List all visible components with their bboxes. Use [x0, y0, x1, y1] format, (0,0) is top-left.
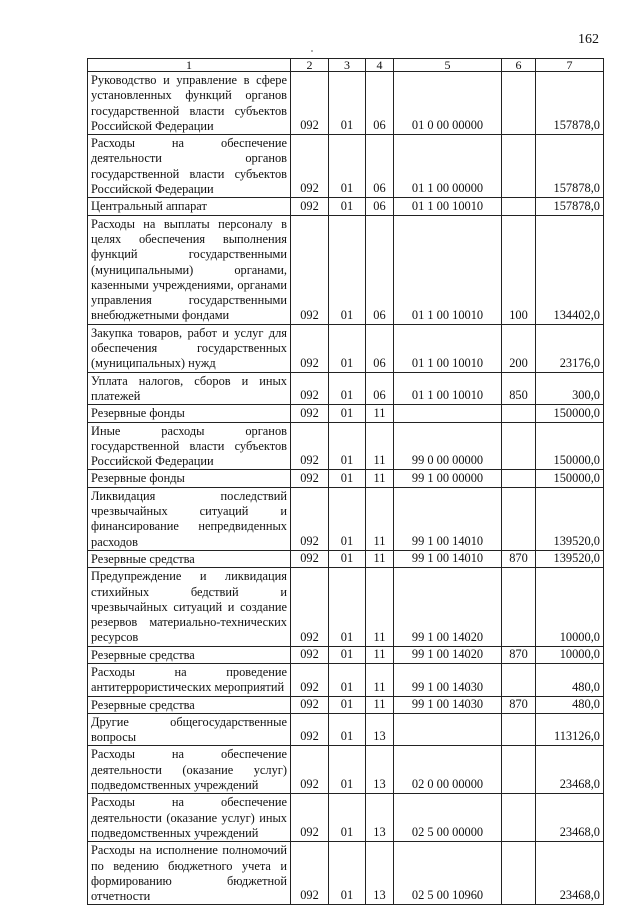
row-name: Уплата налогов, сборов и иных платежей [88, 372, 291, 405]
row-ved: 092 [291, 372, 329, 405]
row-rz: 01 [329, 842, 366, 905]
row-rz: 01 [329, 646, 366, 663]
page-number: 162 [578, 32, 599, 47]
row-vr: 100 [502, 215, 536, 324]
row-name: Расходы на исполнение полномочий по ведению бюджетного учета и формированию бюджетной отчетности [88, 842, 291, 905]
table-row [88, 696, 604, 713]
row-rz: 01 [329, 470, 366, 487]
table-row [88, 422, 604, 470]
row-pr: 06 [366, 135, 394, 198]
row-rz: 01 [329, 568, 366, 646]
row-vr: 870 [502, 550, 536, 567]
row-sum: 134402,0 [536, 215, 604, 324]
row-pr: 11 [366, 646, 394, 663]
row-pr: 11 [366, 470, 394, 487]
row-ved: 092 [291, 470, 329, 487]
row-vr [502, 470, 536, 487]
row-pr: 13 [366, 746, 394, 794]
row-rz: 01 [329, 198, 366, 215]
row-ved: 092 [291, 487, 329, 550]
row-csr: 99 1 00 14030 [394, 696, 502, 713]
row-vr [502, 842, 536, 905]
row-csr: 01 1 00 10010 [394, 198, 502, 215]
row-sum: 10000,0 [536, 646, 604, 663]
row-sum: 23176,0 [536, 324, 604, 372]
row-rz: 01 [329, 135, 366, 198]
row-name: Расходы на выплаты персоналу в целях обеспечения выполнения функций государственными (муниципальными) органами, казенными учреждениями, органами управления государственными внебюджетными фондами [88, 215, 291, 324]
row-name: Руководство и управление в сфере установленных функций органов государственной власти субъектов Российской Федерации [88, 72, 291, 135]
row-rz: 01 [329, 487, 366, 550]
row-sum: 150000,0 [536, 405, 604, 422]
header-cell: 6 [502, 59, 536, 72]
row-csr: 99 1 00 14010 [394, 487, 502, 550]
row-sum: 157878,0 [536, 198, 604, 215]
row-sum: 480,0 [536, 696, 604, 713]
row-csr [394, 405, 502, 422]
row-name: Закупка товаров, работ и услуг для обеспечения государственных (муниципальных) нужд [88, 324, 291, 372]
row-rz: 01 [329, 405, 366, 422]
header-cell: 7 [536, 59, 604, 72]
row-rz: 01 [329, 696, 366, 713]
row-vr [502, 568, 536, 646]
row-vr: 870 [502, 646, 536, 663]
row-csr: 99 0 00 00000 [394, 422, 502, 470]
row-pr: 11 [366, 568, 394, 646]
row-vr [502, 487, 536, 550]
table-row [88, 842, 604, 905]
row-sum: 113126,0 [536, 713, 604, 746]
row-vr: 850 [502, 372, 536, 405]
row-pr: 13 [366, 713, 394, 746]
table-row [88, 198, 604, 215]
row-rz: 01 [329, 663, 366, 696]
table-row [88, 405, 604, 422]
table-row [88, 372, 604, 405]
row-rz: 01 [329, 713, 366, 746]
row-sum: 23468,0 [536, 794, 604, 842]
row-csr: 99 1 00 14020 [394, 646, 502, 663]
row-rz: 01 [329, 746, 366, 794]
row-vr [502, 794, 536, 842]
table-row [88, 487, 604, 550]
table-row [88, 470, 604, 487]
row-csr: 99 1 00 14010 [394, 550, 502, 567]
row-rz: 01 [329, 72, 366, 135]
row-rz: 01 [329, 550, 366, 567]
header-cell: 2 [291, 59, 329, 72]
row-ved: 092 [291, 215, 329, 324]
row-csr: 99 1 00 14030 [394, 663, 502, 696]
row-pr: 11 [366, 487, 394, 550]
row-ved: 092 [291, 135, 329, 198]
row-pr: 06 [366, 324, 394, 372]
table-row [88, 646, 604, 663]
row-name: Расходы на обеспечение деятельности органов государственной власти субъектов Российской Федерации [88, 135, 291, 198]
row-name: Резервные фонды [88, 470, 291, 487]
table-row [88, 550, 604, 567]
table-row [88, 746, 604, 794]
row-csr: 01 1 00 10010 [394, 324, 502, 372]
row-name: Расходы на обеспечение деятельности (оказание услуг) подведомственных учреждений [88, 746, 291, 794]
row-pr: 11 [366, 663, 394, 696]
header-cell: 4 [366, 59, 394, 72]
table-row [88, 215, 604, 324]
row-pr: 11 [366, 550, 394, 567]
row-csr: 99 1 00 14020 [394, 568, 502, 646]
budget-table-body [88, 59, 604, 905]
row-vr [502, 713, 536, 746]
table-row [88, 324, 604, 372]
row-ved: 092 [291, 568, 329, 646]
row-pr: 06 [366, 215, 394, 324]
row-vr [502, 405, 536, 422]
row-sum: 300,0 [536, 372, 604, 405]
row-ved: 092 [291, 324, 329, 372]
row-sum: 480,0 [536, 663, 604, 696]
row-ved: 092 [291, 794, 329, 842]
row-ved: 092 [291, 550, 329, 567]
budget-table [87, 58, 604, 905]
row-pr: 11 [366, 405, 394, 422]
row-ved: 092 [291, 198, 329, 215]
table-row [88, 713, 604, 746]
header-cell: 5 [394, 59, 502, 72]
row-pr: 06 [366, 372, 394, 405]
row-name: Центральный аппарат [88, 198, 291, 215]
header-cell: 1 [88, 59, 291, 72]
row-ved: 092 [291, 746, 329, 794]
scan-speck [311, 50, 313, 52]
row-ved: 092 [291, 696, 329, 713]
row-pr: 11 [366, 422, 394, 470]
row-csr: 99 1 00 00000 [394, 470, 502, 487]
row-sum: 150000,0 [536, 422, 604, 470]
row-name: Резервные средства [88, 696, 291, 713]
table-row [88, 568, 604, 646]
row-sum: 157878,0 [536, 72, 604, 135]
row-name: Расходы на проведение антитеррористических мероприятий [88, 663, 291, 696]
row-name: Ликвидация последствий чрезвычайных ситуаций и финансирование непредвиденных расходов [88, 487, 291, 550]
row-rz: 01 [329, 324, 366, 372]
row-csr: 02 5 00 00000 [394, 794, 502, 842]
row-vr: 200 [502, 324, 536, 372]
row-csr: 01 1 00 10010 [394, 215, 502, 324]
row-sum: 23468,0 [536, 842, 604, 905]
row-sum: 150000,0 [536, 470, 604, 487]
row-name: Предупреждение и ликвидация стихийных бедствий и чрезвычайных ситуаций и создание резервов материально-технических ресурсов [88, 568, 291, 646]
row-vr [502, 422, 536, 470]
row-pr: 13 [366, 842, 394, 905]
row-name: Резервные средства [88, 646, 291, 663]
row-vr: 870 [502, 696, 536, 713]
row-name: Другие общегосударственные вопросы [88, 713, 291, 746]
row-name: Расходы на обеспечение деятельности (оказание услуг) иных подведомственных учреждений [88, 794, 291, 842]
row-csr: 02 0 00 00000 [394, 746, 502, 794]
row-name: Резервные фонды [88, 405, 291, 422]
row-rz: 01 [329, 794, 366, 842]
row-ved: 092 [291, 646, 329, 663]
table-header-row [88, 59, 604, 72]
row-pr: 11 [366, 696, 394, 713]
row-rz: 01 [329, 372, 366, 405]
row-csr [394, 713, 502, 746]
row-vr [502, 72, 536, 135]
row-ved: 092 [291, 663, 329, 696]
row-pr: 06 [366, 72, 394, 135]
table-row [88, 135, 604, 198]
row-csr: 01 1 00 10010 [394, 372, 502, 405]
row-sum: 23468,0 [536, 746, 604, 794]
header-cell: 3 [329, 59, 366, 72]
row-sum: 139520,0 [536, 487, 604, 550]
row-vr [502, 663, 536, 696]
row-ved: 092 [291, 713, 329, 746]
row-csr: 01 1 00 00000 [394, 135, 502, 198]
row-pr: 06 [366, 198, 394, 215]
row-vr [502, 198, 536, 215]
row-sum: 139520,0 [536, 550, 604, 567]
row-ved: 092 [291, 405, 329, 422]
row-sum: 157878,0 [536, 135, 604, 198]
row-ved: 092 [291, 72, 329, 135]
row-name: Иные расходы органов государственной власти субъектов Российской Федерации [88, 422, 291, 470]
row-name: Резервные средства [88, 550, 291, 567]
row-csr: 02 5 00 10960 [394, 842, 502, 905]
table-row [88, 72, 604, 135]
row-sum: 10000,0 [536, 568, 604, 646]
row-rz: 01 [329, 215, 366, 324]
row-vr [502, 746, 536, 794]
table-row [88, 794, 604, 842]
row-ved: 092 [291, 842, 329, 905]
row-pr: 13 [366, 794, 394, 842]
row-csr: 01 0 00 00000 [394, 72, 502, 135]
row-ved: 092 [291, 422, 329, 470]
table-row [88, 663, 604, 696]
row-vr [502, 135, 536, 198]
row-rz: 01 [329, 422, 366, 470]
